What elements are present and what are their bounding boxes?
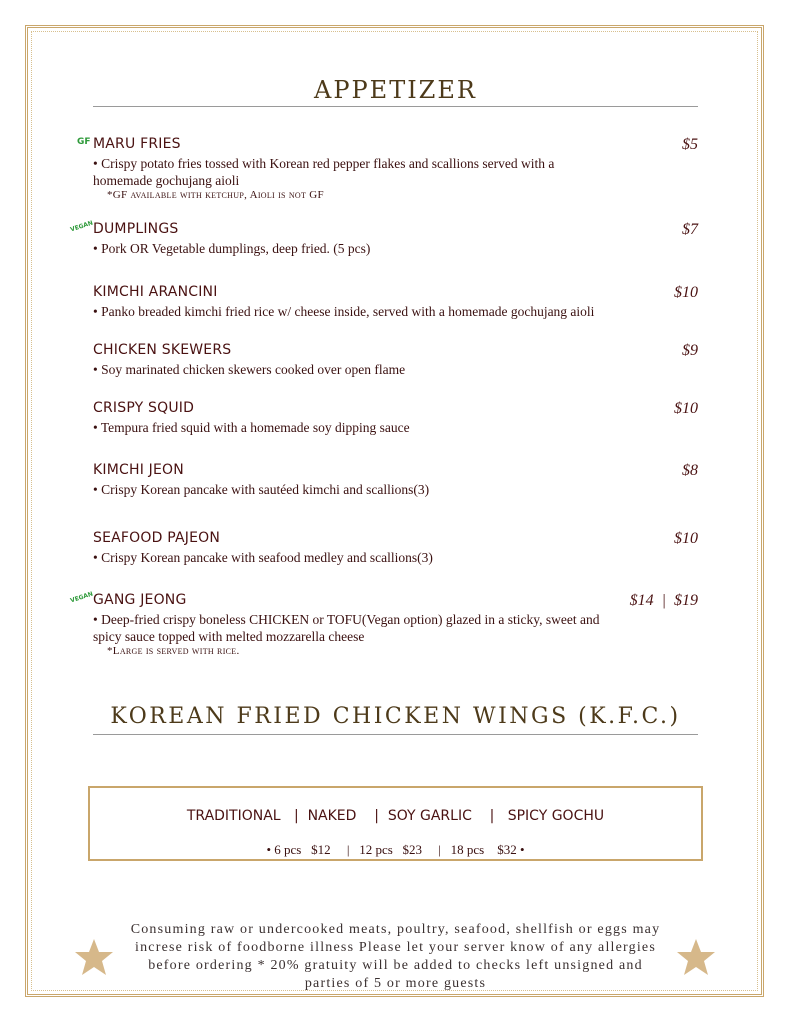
menu-item-kimchi-jeon (93, 462, 698, 498)
item-description: • Crispy Korean pancake with sautéed kimchi and scallions(3) (93, 482, 430, 497)
item-name: KIMCHI ARANCINI (93, 284, 218, 300)
item-name: CRISPY SQUID (93, 400, 195, 416)
appetizer-title: APPETIZER (314, 76, 477, 104)
menu-item-chicken-skewers (93, 342, 698, 378)
wings-title: KOREAN FRIED CHICKEN WINGS (K.F.C.) (110, 704, 681, 729)
item-description: • Crispy Korean pancake with seafood medley and scallions(3) (93, 550, 433, 565)
wings-divider (93, 734, 698, 735)
item-name: DUMPLINGS (93, 221, 179, 237)
gluten-free-tag: GF (77, 137, 91, 147)
allergy-disclaimer: Consuming raw or undercooked meats, poultry, seafood, shellfish or eggs may increse risk of foodborne illness Please let your server know of any allergies before ordering * 20% gratuity will be added to checks left unsigned and parties of 5 or more guests (130, 922, 661, 991)
item-name: KIMCHI JEON (93, 462, 184, 478)
menu-item-kimchi-arancini (93, 284, 698, 320)
item-description: • Tempura fried squid with a homemade soy dipping sauce (93, 420, 410, 435)
item-price: $10 (674, 530, 698, 547)
menu-item-crispy-squid (93, 400, 698, 436)
item-description: • Panko breaded kimchi fried rice w/ cheese inside, served with a homemade gochujang aioli (93, 304, 595, 319)
appetizer-divider (93, 106, 698, 107)
item-price: $14 | $19 (629, 592, 698, 609)
item-description: • Pork OR Vegetable dumplings, deep fried. (5 pcs) (93, 241, 371, 256)
item-price: $5 (682, 136, 698, 153)
item-price: $10 (674, 284, 698, 301)
wings-box (88, 786, 703, 861)
item-note: *GF available with ketchup, Aioli is not GF (107, 189, 324, 201)
item-name: SEAFOOD PAJEON (93, 530, 221, 546)
item-price: $9 (682, 342, 698, 359)
item-description: • Deep-fried crispy boneless CHICKEN or TOFU(Vegan option) glazed in a sticky, sweet and spicy sauce topped with melted mozzarella cheese (93, 612, 600, 644)
item-name: GANG JEONG (93, 592, 187, 608)
star-icon (676, 937, 716, 977)
item-price: $8 (682, 462, 698, 479)
vegan-tag: VEGAN (69, 590, 94, 605)
menu-item-seafood-pajeon (93, 530, 698, 566)
item-price: $10 (674, 400, 698, 417)
wing-prices: • 6 pcs $12 | 12 pcs $23 | 18 pcs $32 • (266, 842, 525, 857)
menu-item-dumplings (69, 219, 698, 257)
item-name: MARU FRIES (93, 136, 181, 152)
wing-flavors: TRADITIONAL | NAKED | SOY GARLIC | SPICY GOCHU (186, 808, 605, 824)
item-price: $7 (682, 221, 698, 238)
item-name: CHICKEN SKEWERS (93, 342, 232, 358)
star-icon (74, 937, 114, 977)
item-note: *Large is served with rice. (107, 645, 240, 657)
menu-item-gang-jeong (69, 590, 698, 657)
item-description: • Soy marinated chicken skewers cooked over open flame (93, 362, 406, 377)
vegan-tag: VEGAN (69, 219, 94, 234)
menu-item-maru-fries (77, 136, 698, 201)
item-description: • Crispy potato fries tossed with Korean red pepper flakes and scallions served with a homemade gochujang aioli (93, 156, 555, 188)
